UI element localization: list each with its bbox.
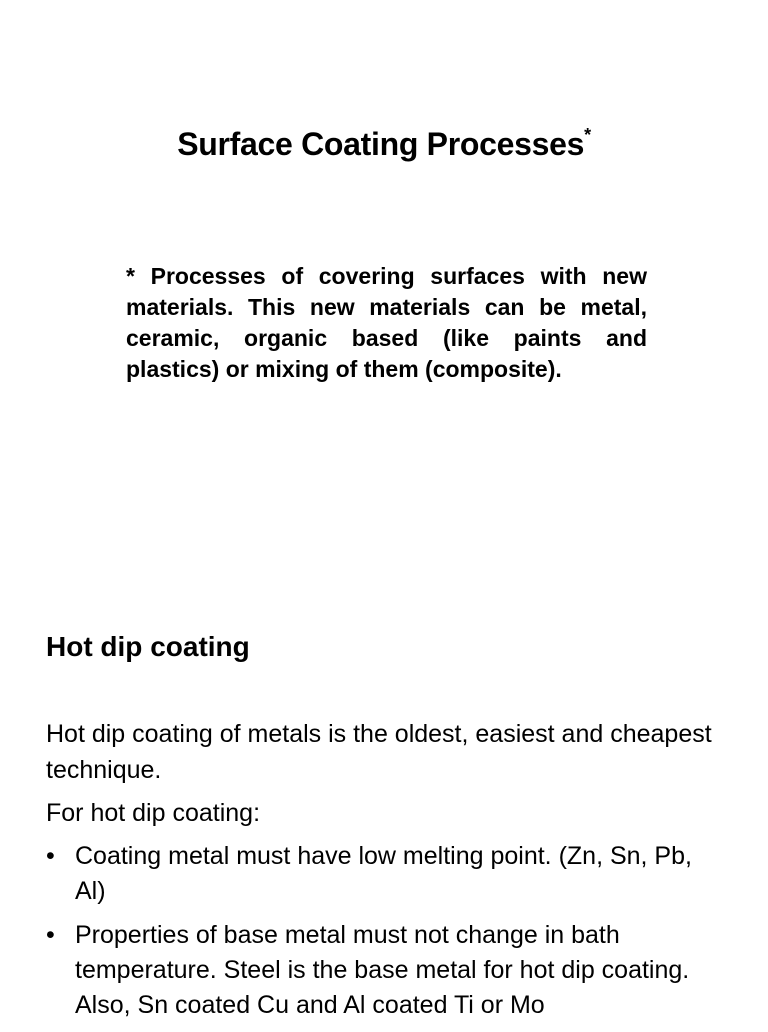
definition-note: * Processes of covering surfaces with new materials. This new materials can be metal, ceramic, organic based (like paints and plastics) or mixing of them (composite). — [126, 263, 647, 382]
list-item-text: Properties of base metal must not change in bath temperature. Steel is the base metal for hot dip coating. Also, Sn coated Cu and Al coated Ti or Mo — [75, 921, 690, 1019]
intro-paragraph: Hot dip coating of metals is the oldest, easiest and cheapest technique. — [46, 720, 712, 784]
bullet-icon: • — [46, 921, 55, 949]
requirements-list — [46, 839, 726, 1032]
title-text: Surface Coating Processes — [177, 126, 585, 162]
section-heading: Hot dip coating — [46, 631, 250, 662]
list-item-text: Coating metal must have low melting point. (Zn, Sn, Pb, Al) — [75, 842, 692, 905]
lead-in-paragraph: For hot dip coating: — [46, 799, 261, 827]
page-title — [0, 124, 768, 164]
bullet-icon: • — [46, 842, 55, 870]
list-item — [46, 918, 726, 1023]
list-item — [46, 839, 726, 909]
title-footnote-marker: * — [584, 125, 591, 146]
